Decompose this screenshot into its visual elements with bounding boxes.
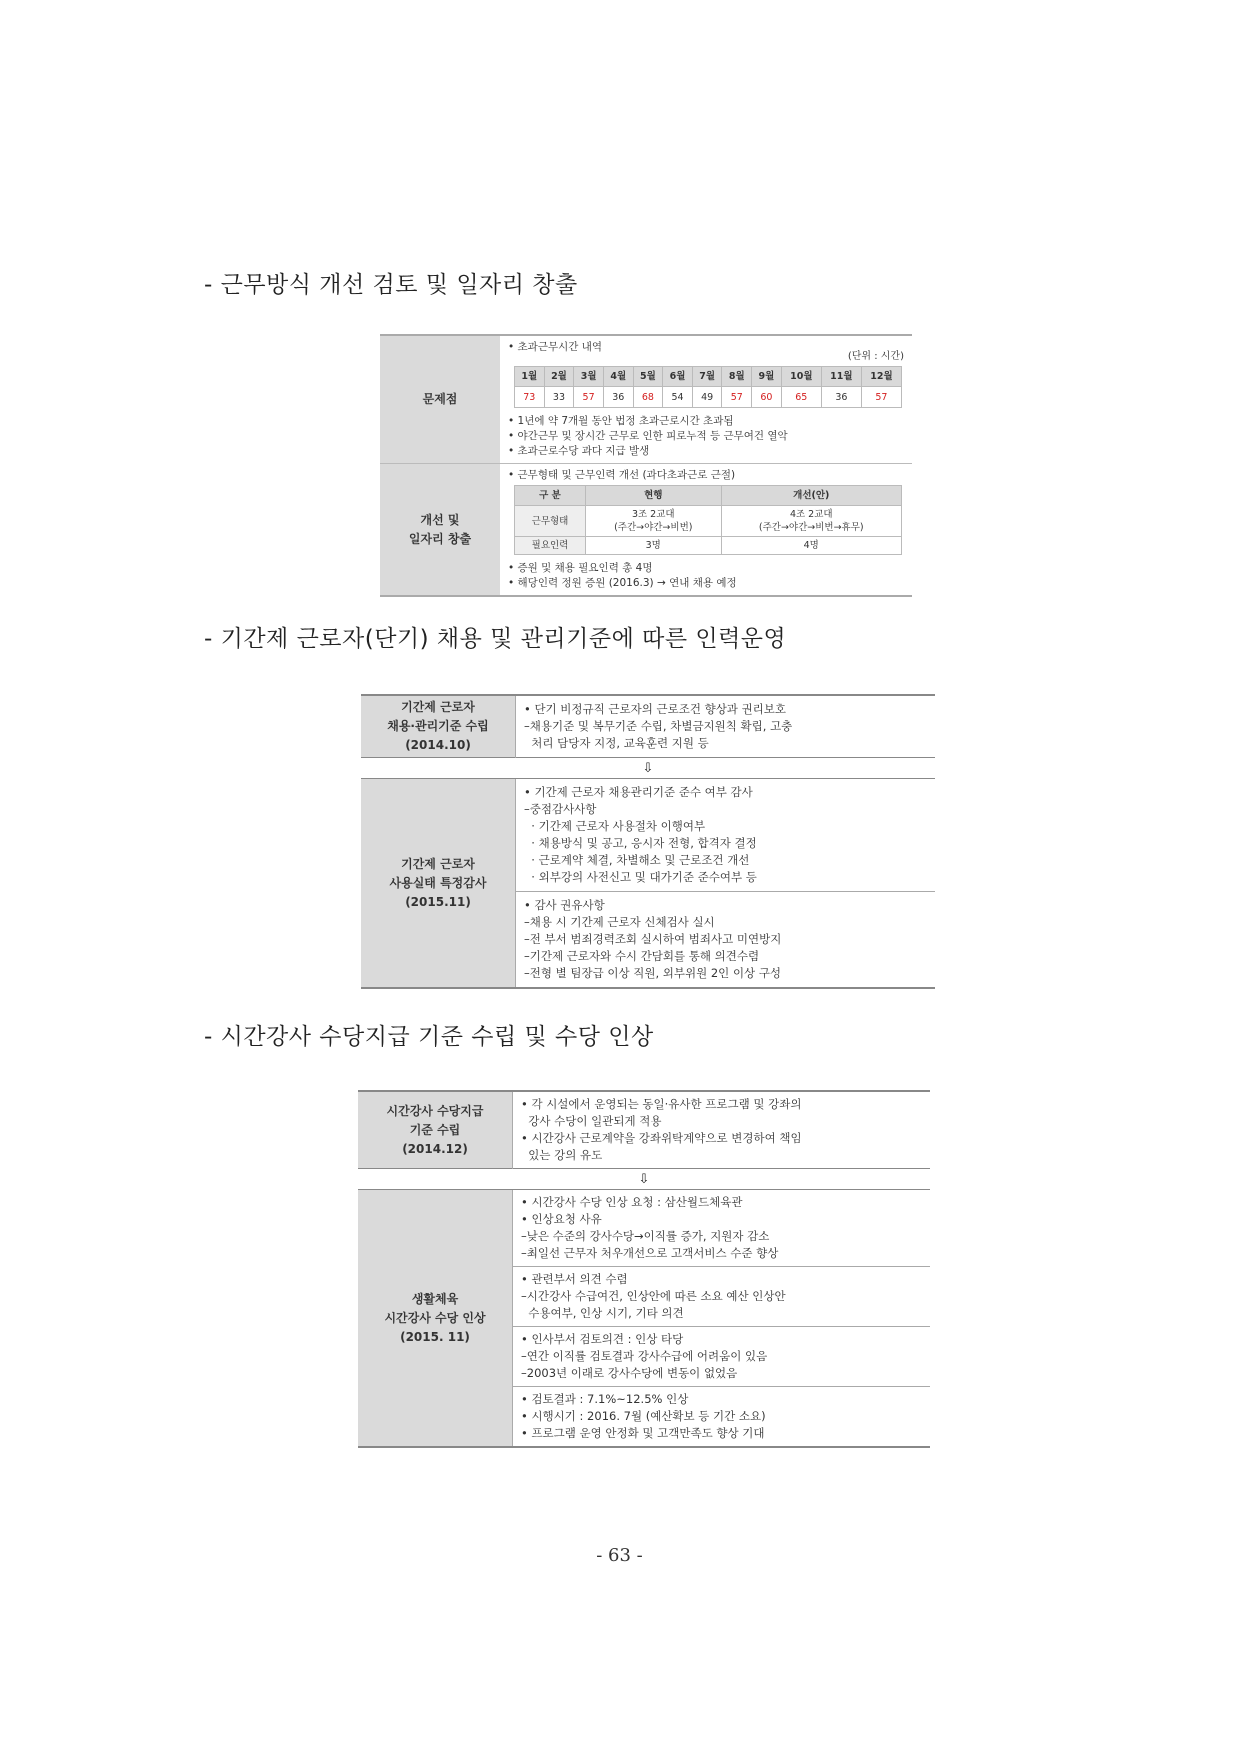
month-header: 9월: [752, 367, 782, 387]
text-line: –시간강사 수급여건, 인상안에 따른 소요 예산 인상안: [521, 1289, 786, 1303]
text-line: • 관련부서 의견 수렴: [521, 1272, 628, 1286]
section-heading-work-method: - 근무방식 개선 검토 및 일자리 창출: [204, 272, 578, 298]
overtime-hours-cell: 68: [633, 387, 663, 408]
text-line: –전 부서 범죄경력조회 실시하여 범죄사고 미연방지: [524, 932, 782, 946]
text-line: • 감사 권유사항: [524, 898, 605, 912]
text-line: · 외부강의 사전신고 및 대가기준 준수여부 등: [524, 870, 757, 884]
overtime-hours-cell: 54: [663, 387, 693, 408]
month-header: 5월: [633, 367, 663, 387]
cmp-line: 4조 2교대: [789, 509, 833, 520]
work-method-table: [380, 334, 912, 597]
comparison-table: [514, 485, 902, 555]
month-header: 6월: [663, 367, 693, 387]
text-line: –채용기준 및 복무기준 수립, 차별금지원칙 확립, 고충: [524, 719, 793, 733]
improve-label: [380, 464, 500, 597]
month-header: 2월: [544, 367, 574, 387]
pay-raise-label: [358, 1190, 513, 1448]
cmp-header: 개선(안): [721, 486, 901, 506]
overtime-hours-cell: 65: [781, 387, 821, 408]
label-line: (2015.11): [405, 894, 471, 909]
overtime-hours-cell: 36: [821, 387, 861, 408]
cmp-line: 3조 2교대: [631, 509, 675, 520]
text-line: • 기간제 근로자 채용관리기준 준수 여부 감사: [524, 785, 753, 799]
down-arrow-icon: ⇩: [358, 1169, 930, 1190]
section-heading-instructor-pay: - 시간강사 수당지급 기준 수립 및 수당 인상: [204, 1024, 654, 1050]
improve-bullet: • 해당인력 정원 증원 (2016.3) → 연내 채용 예정: [508, 576, 904, 591]
text-line: –중점감사사항: [524, 802, 597, 816]
text-line: –전형 별 팀장급 이상 직원, 외부위원 2인 이상 구성: [524, 966, 782, 980]
month-header: 8월: [722, 367, 752, 387]
text-line: 있는 강의 유도: [521, 1148, 603, 1162]
text-line: –기간제 근로자와 수시 간담회를 통해 의견수렴: [524, 949, 760, 963]
overtime-hours-cell: 49: [692, 387, 722, 408]
month-header: 10월: [781, 367, 821, 387]
problem-bullet: • 1년에 약 7개월 동안 법정 초과근로시간 초과됨: [508, 414, 904, 429]
label-line: 채용·관리기준 수립: [387, 719, 489, 733]
section-heading-fixed-term: - 기간제 근로자(단기) 채용 및 관리기준에 따른 인력운영: [204, 626, 787, 652]
month-header: 1월: [515, 367, 545, 387]
month-header: 4월: [603, 367, 633, 387]
text-line: • 프로그램 운영 안정화 및 고객만족도 향상 기대: [521, 1426, 765, 1440]
audit-label: [361, 779, 516, 989]
month-header: 3월: [574, 367, 604, 387]
text-line: 강사 수당이 일관되게 적용: [521, 1114, 662, 1128]
instructor-pay-table: [358, 1090, 930, 1448]
cmp-row-label: 근무형태: [515, 506, 586, 537]
text-line: –채용 시 기간제 근로자 신체검사 실시: [524, 915, 715, 929]
overtime-hours-cell: 36: [603, 387, 633, 408]
label-line: 기준 수립: [409, 1122, 461, 1137]
overtime-hours-cell: 57: [861, 387, 901, 408]
cmp-header: 현행: [586, 486, 722, 506]
text-line: · 근로계약 체결, 차별해소 및 근로조건 개선: [524, 853, 750, 867]
label-line: 생활체육: [411, 1291, 459, 1306]
overtime-hours-cell: 57: [722, 387, 752, 408]
text-line: • 시간강사 수당 인상 요청 : 삼산월드체육관: [521, 1195, 743, 1209]
improve-label-line: 개선 및: [420, 512, 460, 527]
problem-label: 문제점: [380, 335, 500, 464]
text-line: • 시간강사 근로계약을 강좌위탁계약으로 변경하여 책임: [521, 1131, 802, 1145]
overtime-hours-cell: 57: [574, 387, 604, 408]
text-line: 처리 담당자 지정, 교육훈련 지원 등: [524, 736, 709, 750]
cmp-header: 구 분: [515, 486, 586, 506]
text-line: • 인상요청 사유: [521, 1212, 602, 1226]
text-line: • 시행시기 : 2016. 7월 (예산확보 등 기간 소요): [521, 1409, 766, 1423]
text-line: 수용여부, 인상 시기, 기타 의견: [521, 1306, 684, 1320]
cmp-cell: [586, 506, 722, 537]
cmp-row-label: 필요인력: [515, 537, 586, 555]
pay-standard-label: [358, 1091, 513, 1169]
label-line: 기간제 근로자: [401, 700, 475, 714]
text-line: • 각 시설에서 운영되는 동일·유사한 프로그램 및 강좌의: [521, 1097, 802, 1111]
text-line: • 검토결과 : 7.1%~12.5% 인상: [521, 1392, 689, 1406]
label-line: (2015. 11): [400, 1329, 470, 1344]
text-line: · 기간제 근로자 사용절차 이행여부: [524, 819, 706, 833]
label-line: (2014.12): [402, 1141, 468, 1156]
text-line: –2003년 이래로 강사수당에 변동이 없었음: [521, 1366, 738, 1380]
overtime-hours-cell: 60: [752, 387, 782, 408]
problem-bullet: • 초과근로수당 과다 지급 발생: [508, 444, 904, 459]
text-line: –최일선 근무자 처우개선으로 고객서비스 수준 향상: [521, 1246, 779, 1260]
text-line: • 단기 비정규직 근로자의 근로조건 향상과 권리보호: [524, 702, 787, 716]
month-header: 11월: [821, 367, 861, 387]
improve-bullet: • 증원 및 채용 필요인력 총 4명: [508, 561, 904, 576]
page-number: - 63 -: [596, 1545, 643, 1566]
overtime-month-table: [514, 366, 902, 408]
improve-title: • 근무형태 및 근무인력 개선 (과다초과근로 근절): [508, 468, 904, 483]
overtime-hours-cell: 73: [515, 387, 545, 408]
cmp-cell: 3명: [586, 537, 722, 555]
unit-label: (단위 : 시간): [847, 351, 904, 362]
cmp-line: (주간→야간→비번→휴무): [758, 522, 864, 533]
cmp-line: (주간→야간→비번): [614, 522, 693, 533]
text-line: • 인사부서 검토의견 : 인상 타당: [521, 1332, 684, 1346]
cmp-cell: 4명: [721, 537, 901, 555]
standard-label: [361, 695, 516, 758]
label-line: 시간강사 수당 인상: [384, 1310, 486, 1325]
label-line: 시간강사 수당지급: [386, 1103, 484, 1118]
cmp-cell: [721, 506, 901, 537]
fixed-term-table: [361, 694, 935, 989]
problem-bullet: • 야간근무 및 장시간 근무로 인한 피로누적 등 근무여건 열악: [508, 429, 904, 444]
text-line: · 채용방식 및 공고, 응시자 전형, 합격자 결정: [524, 836, 757, 850]
down-arrow-icon: ⇩: [361, 758, 935, 779]
label-line: 기간제 근로자: [401, 856, 475, 871]
overtime-hours-cell: 33: [544, 387, 574, 408]
text-line: –연간 이직률 검토결과 강사수급에 어려움이 있음: [521, 1349, 768, 1363]
label-line: (2014.10): [405, 738, 471, 752]
overtime-title: • 초과근무시간 내역: [508, 340, 904, 355]
improve-label-line: 일자리 창출: [408, 531, 472, 546]
label-line: 사용실태 특정감사: [389, 875, 487, 890]
month-header: 7월: [692, 367, 722, 387]
text-line: –낮은 수준의 강사수당→이직률 증가, 지원자 감소: [521, 1229, 770, 1243]
month-header: 12월: [861, 367, 901, 387]
